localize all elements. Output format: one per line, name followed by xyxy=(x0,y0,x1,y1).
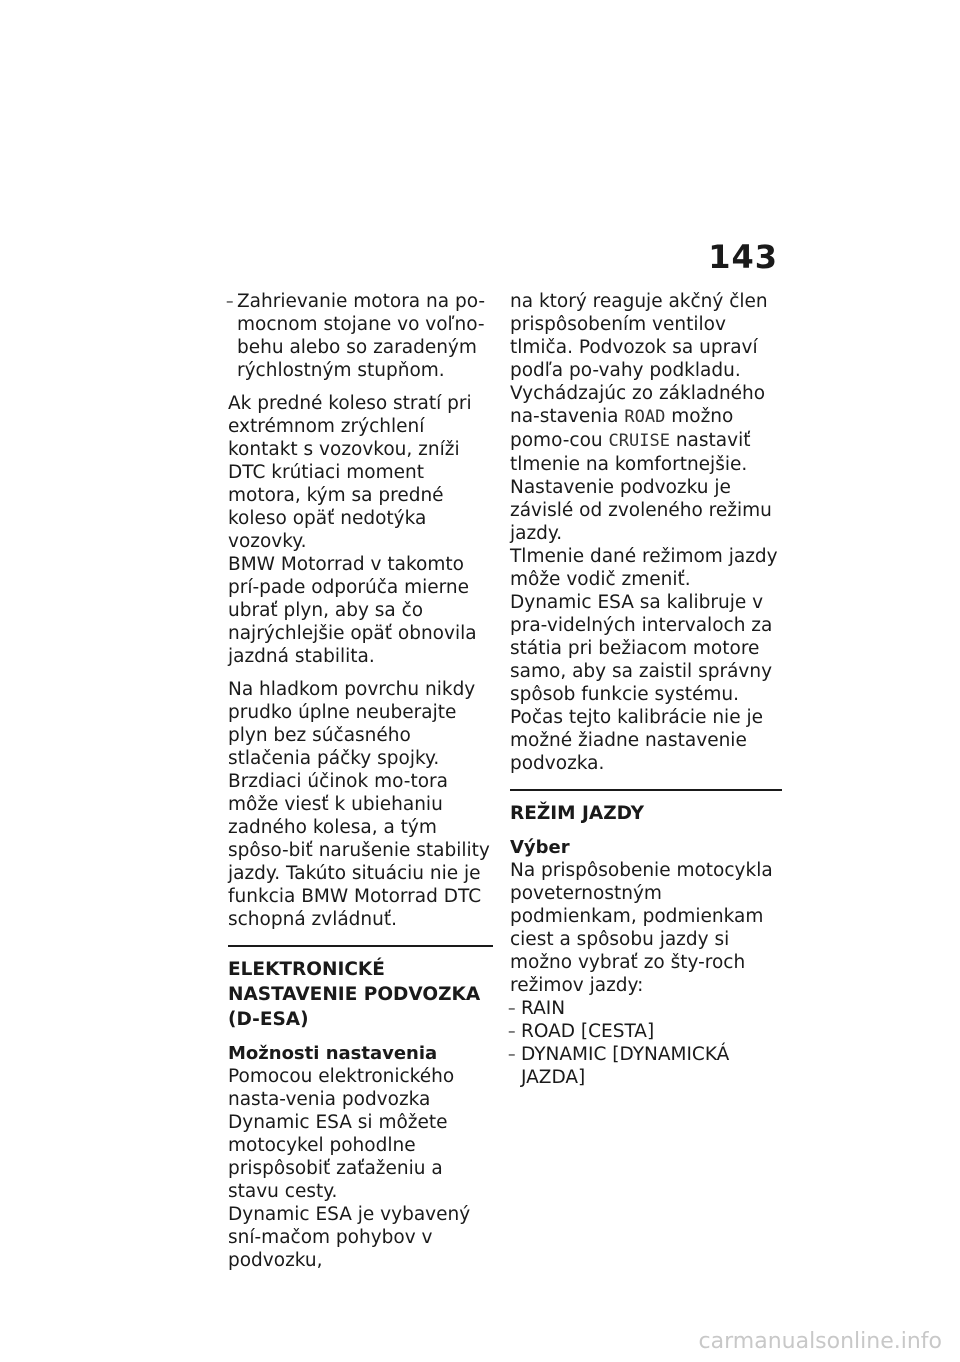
text-span: nastaviť tlmenie na komfortnejšie. xyxy=(510,430,751,475)
section-ride-mode xyxy=(510,789,782,1089)
mode-cruise-code: CRUISE xyxy=(608,431,670,451)
page-number: 143 xyxy=(708,238,778,276)
paragraph: Na prispôsobenie motocykla poveternostným podmienkam, podmienkam ciest a spôsobu jazdy si možno vybrať zo šty-roch režimov jazdy: xyxy=(510,860,773,996)
list-item: – ROAD [CESTA] xyxy=(510,1020,782,1043)
paragraph: Pomocou elektronického nasta-venia podvozka Dynamic ESA si môžete motocykel pohodlne prispôsobiť zaťaženiu a stavu cesty. xyxy=(228,1066,455,1202)
paragraph: Nastavenie podvozku je závislé od zvoleného režimu jazdy. xyxy=(510,477,772,544)
paragraph xyxy=(510,382,782,476)
right-column xyxy=(510,290,782,1089)
paragraph: Dynamic ESA je vybavený sní-mačom pohybov v podvozku, xyxy=(228,1204,471,1271)
list-item: – DYNAMIC [DYNAMICKÁ JAZDA] xyxy=(510,1043,782,1089)
paragraph: Tlmenie dané režimom jazdy môže vodič zmeniť. xyxy=(510,546,778,590)
paragraph: Ak predné koleso stratí pri extrémnom zrýchlení kontakt s vozovkou, zníži DTC krútiaci moment motora, kým sa predné koleso opäť nedotýka vozovky. xyxy=(228,393,472,552)
subsection-title: Výber xyxy=(510,837,570,858)
text-span: Vychádzajúc zo základného na-stavenia xyxy=(510,383,766,427)
list-item: – RAIN xyxy=(510,997,782,1020)
mode-road-code: ROAD xyxy=(624,407,666,427)
paragraph: Na hladkom povrchu nikdy prudko úplne neuberajte plyn bez súčasného stlačenia páčky spojky. Brzdiaci účinok mo-tora môže viesť k ubiehaniu zadného kolesa, a tým spôso-biť narušenie stability jazdy. Takúto situáciu nie je funkcia BMW Motorrad DTC schopná zvládnuť. xyxy=(228,679,490,930)
watermark: carmanualsonline.info xyxy=(698,1329,942,1354)
subsection-title: Možnosti nastavenia xyxy=(228,1043,438,1064)
paragraph: BMW Motorrad v takomto prí-pade odporúča mierne ubrať plyn, aby sa čo najrýchlejšie opäť obnovila jazdná stabilita. xyxy=(228,554,477,667)
section-title: ELEKTRONICKÉ NASTAVENIE PODVOZKA (D-ESA) xyxy=(228,959,481,1030)
list-item: – Zahrievanie motora na po-mocnom stojane vo voľno-behu alebo so zaradeným rýchlostným stupňom. xyxy=(228,290,493,382)
section-d-esa xyxy=(228,945,493,1272)
text-span: možno pomo-cou xyxy=(510,406,734,451)
paragraph: Dynamic ESA sa kalibruje v pra-videlných intervaloch za státia pri bežiacom motore samo, aby sa zaistil správny spôsob funkcie systému. Počas tejto kalibrácie nie je možné žiadne nastavenie podvozka. xyxy=(510,592,773,774)
paragraph: na ktorý reaguje akčný člen prispôsobením ventilov tlmiča. Podvozok sa upraví podľa po-vahy podkladu. xyxy=(510,291,768,381)
section-title: REŽIM JAZDY xyxy=(510,803,645,824)
left-column xyxy=(228,290,493,1272)
